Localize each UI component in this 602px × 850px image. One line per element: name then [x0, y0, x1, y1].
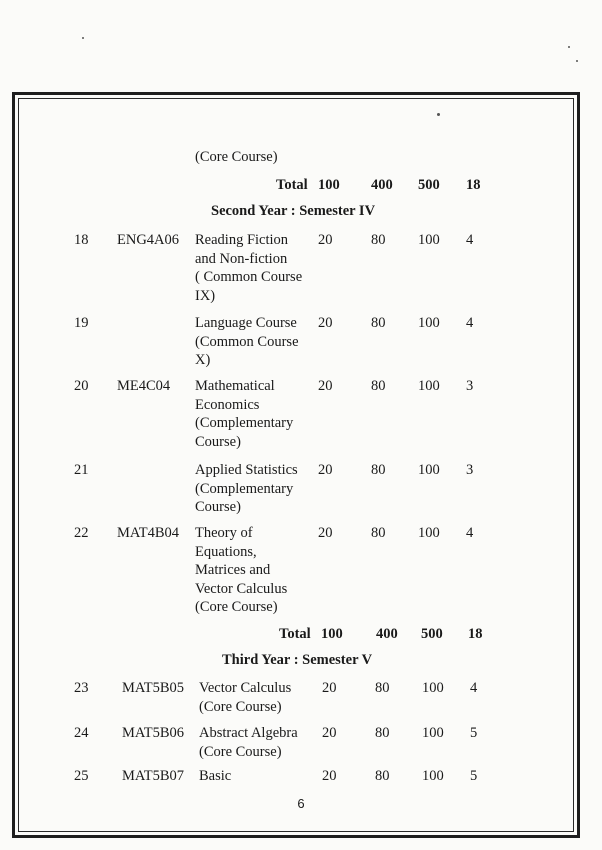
total-marks: 500	[418, 177, 440, 193]
row-ce: 20	[318, 232, 333, 248]
title-line: (Core Course)	[199, 743, 282, 760]
row-code: ENG4A06	[117, 232, 180, 248]
total-ese: 400	[376, 626, 398, 642]
row-title	[195, 524, 287, 617]
row-credits: 5	[470, 768, 478, 784]
title-line: (Core Course)	[195, 599, 278, 615]
row-credits: 3	[466, 462, 474, 478]
page-number: 6	[297, 796, 305, 811]
row-ese: 80	[371, 462, 386, 478]
title-line: X)	[195, 352, 211, 368]
row-ce: 20	[322, 680, 337, 696]
row-total: 100	[418, 525, 440, 541]
row-ese: 80	[375, 680, 390, 696]
section-heading-semester-v: Third Year : Semester V	[222, 652, 373, 668]
row-ese: 80	[371, 315, 386, 331]
row-total: 100	[418, 315, 440, 331]
total-label: Total	[279, 626, 311, 642]
row-ce: 20	[318, 462, 333, 478]
row-credits: 4	[466, 525, 474, 541]
row-title	[195, 231, 302, 305]
row-ese: 80	[371, 378, 386, 394]
title-line: Vector Calculus	[199, 680, 292, 696]
total-ce: 100	[321, 626, 343, 642]
row-ce: 20	[318, 315, 333, 331]
row-ce: 20	[318, 525, 333, 541]
row-title	[199, 679, 291, 716]
row-sno: 21	[74, 462, 89, 478]
row-credits: 4	[466, 232, 474, 248]
row-title	[199, 767, 231, 786]
row-total: 100	[418, 378, 440, 394]
row-ese: 80	[371, 525, 386, 541]
title-line: Applied Statistics	[195, 462, 298, 478]
row-title	[195, 461, 298, 517]
row-title	[199, 724, 298, 761]
row-ce: 20	[322, 768, 337, 784]
row-code: MAT5B07	[122, 768, 185, 784]
total-credits: 18	[468, 626, 483, 642]
title-line: (Common Course	[195, 333, 299, 350]
row-title	[195, 314, 299, 370]
title-line: Mathematical	[195, 378, 275, 394]
total-ese: 400	[371, 177, 393, 193]
row-ese: 80	[371, 232, 386, 248]
total-ce: 100	[318, 177, 340, 193]
title-line: Basic	[199, 768, 232, 784]
scan-speck	[568, 46, 570, 48]
title-line: Economics	[195, 396, 260, 413]
title-line: Language Course	[195, 315, 297, 331]
section-heading-semester-iv: Second Year : Semester IV	[211, 203, 376, 219]
title-line: IX)	[195, 287, 216, 304]
row-credits: 5	[470, 725, 478, 741]
row-total: 100	[422, 768, 444, 784]
title-line: Equations,	[195, 543, 257, 560]
row-code: MAT4B04	[117, 525, 180, 541]
row-ce: 20	[318, 378, 333, 394]
row-credits: 3	[466, 378, 474, 394]
row-credits: 4	[466, 315, 474, 331]
title-line: Abstract Algebra	[199, 725, 298, 741]
row-title	[195, 377, 293, 451]
total-label: Total	[276, 177, 308, 193]
row-sno: 20	[74, 378, 89, 394]
row-sno: 23	[74, 680, 89, 696]
scan-speck	[82, 37, 84, 39]
title-line: (Core Course)	[199, 698, 282, 715]
row-code: ME4C04	[117, 378, 171, 394]
title-line: ( Common Course	[195, 269, 303, 285]
row-sno: 19	[74, 315, 89, 331]
title-line: Vector Calculus	[195, 580, 288, 597]
row-sno: 22	[74, 525, 89, 541]
scan-speck	[576, 60, 578, 62]
title-line: Course)	[195, 433, 241, 450]
row-sno: 18	[74, 232, 89, 248]
row-ese: 80	[375, 768, 390, 784]
continued-course-title: (Core Course)	[195, 149, 278, 165]
row-ese: 80	[375, 725, 390, 741]
row-total: 100	[422, 680, 444, 696]
title-line: Reading Fiction	[195, 232, 289, 248]
title-line: Course)	[195, 499, 241, 515]
row-ce: 20	[322, 725, 337, 741]
title-line: (Complementary	[195, 415, 294, 431]
row-sno: 24	[74, 725, 89, 741]
title-line: Theory of	[195, 525, 253, 541]
row-total: 100	[418, 232, 440, 248]
row-total: 100	[418, 462, 440, 478]
row-credits: 4	[470, 680, 478, 696]
title-line: (Complementary	[195, 480, 294, 497]
total-marks: 500	[421, 626, 443, 642]
row-sno: 25	[74, 768, 89, 784]
row-code: MAT5B06	[122, 725, 185, 741]
row-total: 100	[422, 725, 444, 741]
row-code: MAT5B05	[122, 680, 185, 696]
scan-speck	[437, 113, 440, 116]
title-line: Matrices and	[195, 562, 271, 578]
title-line: and Non-fiction	[195, 250, 288, 267]
total-credits: 18	[466, 177, 481, 193]
